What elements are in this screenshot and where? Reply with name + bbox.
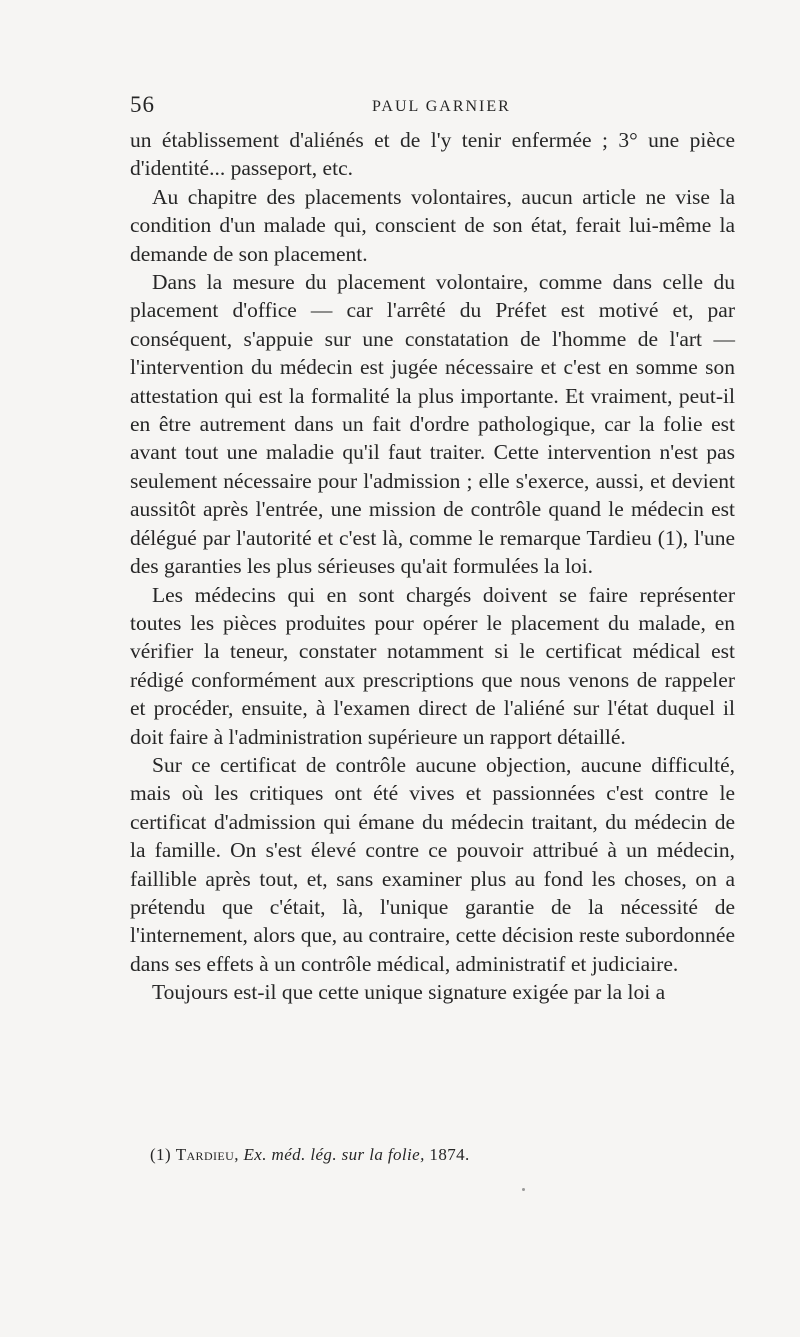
ink-speck — [522, 1188, 525, 1191]
page-number: 56 — [130, 92, 155, 117]
body-text — [130, 126, 735, 1007]
footnote — [150, 1145, 470, 1165]
paragraph: Sur ce certificat de contrôle aucune objection, aucune difficulté, mais où les critiques ont été vives et passionnées c'est contre le certificat d'admission qui émane du médecin traitant, du médecin de la famille. On s'est élevé contre ce pouvoir attribué à un médecin, faillible après tout, et, sans examiner plus au fond les choses, on a prétendu que c'était, là, l'unique garantie de la nécessité de l'internement, alors que, au contraire, cette décision reste subordonnée dans ses effets à un contrôle médical, administratif et judiciaire. — [130, 752, 735, 976]
footnote-marker: (1) — [150, 1145, 172, 1164]
footnote-work: Ex. méd. lég. sur la folie, — [243, 1145, 425, 1164]
footnote-author: Tardieu, — [175, 1145, 239, 1164]
footnote-year: 1874. — [429, 1145, 470, 1164]
paragraph-last: Toujours est-il que cette unique signature exigée par la loi a — [152, 980, 666, 1005]
paragraph: Les médecins qui en sont chargés doivent se faire représenter toutes les pièces produites pour opérer le placement du malade, en vérifier la teneur, constater notamment si le certificat médical est rédigé conformément aux prescriptions que nous venons de rappeler et procéder, ensuite, à l'examen direct de l'aliéné sur l'état duquel il doit faire à l'administration supérieure un rapport détaillé. — [130, 582, 735, 749]
running-head — [130, 92, 735, 126]
paragraph: Au chapitre des placements volontaires, aucun article ne vise la condition d'un malade qui, conscient de son état, ferait lui-même la demande de son placement. — [130, 184, 735, 266]
paragraph: Dans la mesure du placement volontaire, comme dans celle du placement d'office — car l'arrêté du Préfet est motivé et, par conséquent, s'appuie sur une constatation de l'homme de l'art — l'intervention du médecin est jugée nécessaire et c'est en somme son attestation qui est la formalité la plus importante. Et vraiment, peut-il en être autrement dans un fait d'ordre pathologique, car la folie est avant tout une maladie qu'il faut traiter. Cette intervention n'est pas seulement nécessaire pour l'admission ; elle s'exerce, aussi, et devient aussitôt après l'entrée, une mission de contrôle quand le médecin est délégué par l'autorité et c'est là, comme le remarque Tardieu (1), l'une des garanties les plus sérieuses qu'ait formulées la loi. — [130, 270, 735, 579]
running-title: PAUL GARNIER — [372, 98, 511, 115]
paragraph-continued: un établissement d'aliénés et de l'y tenir enfermée ; 3° une pièce d'identité... passeport, etc. — [130, 128, 735, 181]
book-page — [130, 92, 735, 1164]
